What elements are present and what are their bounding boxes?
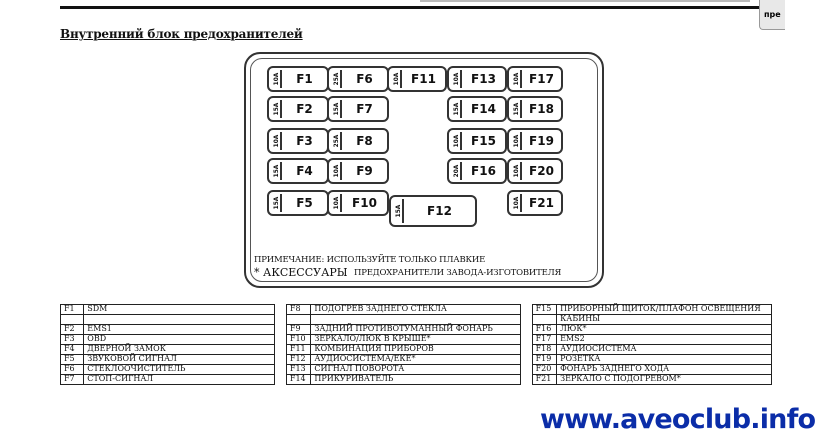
legend-fuse-description: ЗЕРКАЛО С ПОДОГРЕВОМ*: [557, 375, 772, 385]
fuse-rating-text: 25A: [331, 134, 340, 148]
fuse-rating: [511, 100, 522, 118]
legend-gap: [275, 365, 287, 375]
legend-fuse-code: F10: [286, 335, 310, 345]
legend-gap: [521, 375, 533, 385]
fuse-rating: [511, 194, 522, 212]
legend-fuse-code: [61, 315, 84, 325]
fuse-label: F19: [529, 134, 554, 148]
fuse-rating: [511, 70, 522, 88]
legend-fuse-code: F6: [61, 365, 84, 375]
site-watermark: www.aveoclub.info: [540, 404, 815, 435]
fuse-rating: [451, 70, 462, 88]
corner-tab[interactable]: пре: [759, 0, 785, 30]
legend-fuse-description: ЛЮК*: [557, 325, 772, 335]
legend-fuse-description: РОЗЕТКА: [557, 355, 772, 365]
fuse-f19: [507, 128, 563, 154]
fuse-f8: [327, 128, 389, 154]
legend-row: [61, 355, 772, 365]
legend-row: [61, 325, 772, 335]
legend-gap: [275, 375, 287, 385]
fuse-rating-text: 10A: [511, 164, 520, 178]
fuse-rating: [393, 199, 404, 223]
legend-gap: [275, 345, 287, 355]
fuse-rating-text: 10A: [271, 72, 280, 86]
fuse-rating-text: 15A: [271, 164, 280, 178]
fuse-label: F21: [529, 196, 554, 210]
legend-gap: [521, 315, 533, 325]
fuse-rating-text: 10A: [511, 72, 520, 86]
fuse-label: F4: [296, 164, 313, 178]
fuse-label: F11: [411, 72, 436, 86]
legend-fuse-description: ФОНАРЬ ЗАДНЕГО ХОДА: [557, 365, 772, 375]
legend-gap: [521, 365, 533, 375]
fuse-rating: [271, 194, 282, 212]
legend-fuse-description: СТОП-СИГНАЛ: [84, 375, 275, 385]
fuse-label: F16: [471, 164, 496, 178]
legend-fuse-code: F16: [532, 325, 556, 335]
fuse-label: F12: [427, 204, 452, 218]
legend-fuse-description: АУДИОСИСТЕМА: [557, 345, 772, 355]
section-title: Внутренний блок предохранителей: [60, 27, 303, 41]
fuse-label: F2: [296, 102, 313, 116]
legend-fuse-code: F9: [286, 325, 310, 335]
fuse-f4: [267, 158, 329, 184]
accessory-note: ПРЕДОХРАНИТЕЛИ ЗАВОДА-ИЗГОТОВИТЕЛЯ: [354, 268, 562, 278]
fuse-label: F6: [356, 72, 373, 86]
fuse-f10: [327, 190, 389, 216]
legend-fuse-description: SDM: [84, 305, 275, 315]
legend-fuse-description: КОМБИНАЦИЯ ПРИБОРОВ: [311, 345, 521, 355]
legend-fuse-description: ПРИБОРНЫЙ ЩИТОК/ПЛАФОН ОСВЕЩЕНИЯ: [557, 305, 772, 315]
fuse-rating: [331, 70, 342, 88]
fuse-label: F15: [471, 134, 496, 148]
fuse-label: F17: [529, 72, 554, 86]
fuse-rating-text: 10A: [331, 164, 340, 178]
legend-fuse-description: EMS2: [557, 335, 772, 345]
fuse-rating: [271, 132, 282, 150]
legend-fuse-description: ДВЕРНОЙ ЗАМОК: [84, 345, 275, 355]
fuse-rating-text: 10A: [451, 134, 460, 148]
fuse-rating-text: 15A: [271, 102, 280, 116]
fuse-rating: [511, 162, 522, 180]
header-rule: [60, 6, 772, 9]
legend-fuse-code: F18: [532, 345, 556, 355]
legend-fuse-description: ПОДОГРЕВ ЗАДНЕГО СТЕКЛА: [311, 305, 521, 315]
fuse-rating-text: 10A: [391, 72, 400, 86]
fuse-rating: [451, 132, 462, 150]
fuse-f13: [447, 66, 507, 92]
fuse-rating-text: 15A: [451, 102, 460, 116]
fuse-rating-text: 20A: [451, 164, 460, 178]
fuse-f2: [267, 96, 329, 122]
legend-fuse-code: F5: [61, 355, 84, 365]
fuse-label: F13: [471, 72, 496, 86]
fuse-rating-text: 10A: [331, 196, 340, 210]
accessory-label: * АКСЕССУАРЫ: [254, 266, 348, 279]
legend-fuse-code: F13: [286, 365, 310, 375]
fuse-label: F14: [471, 102, 496, 116]
legend-gap: [521, 335, 533, 345]
fuse-rating: [331, 162, 342, 180]
legend-fuse-description: [84, 315, 275, 325]
legend-fuse-description: ЗВУКОВОЙ СИГНАЛ: [84, 355, 275, 365]
fuse-label: F18: [529, 102, 554, 116]
legend-fuse-code: F14: [286, 375, 310, 385]
legend-fuse-description: OBD: [84, 335, 275, 345]
fuse-rating-text: 10A: [271, 134, 280, 148]
fuse-label: F3: [296, 134, 313, 148]
legend-fuse-code: [286, 315, 310, 325]
fuse-f15: [447, 128, 507, 154]
legend-fuse-code: F3: [61, 335, 84, 345]
legend-row: [61, 345, 772, 355]
fuse-f3: [267, 128, 329, 154]
fuse-f5: [267, 190, 329, 216]
fuse-rating-text: 10A: [511, 196, 520, 210]
legend-gap: [275, 305, 287, 315]
legend-fuse-code: F1: [61, 305, 84, 315]
fuse-f11: [387, 66, 447, 92]
fuse-f1: [267, 66, 329, 92]
fuse-label: F9: [356, 164, 373, 178]
fuse-rating: [391, 70, 402, 88]
legend-fuse-code: F19: [532, 355, 556, 365]
legend-fuse-description: ЗАДНИЙ ПРОТИВОТУМАННЫЙ ФОНАРЬ: [311, 325, 521, 335]
legend-row: [61, 335, 772, 345]
legend-fuse-code: [532, 315, 556, 325]
fuse-f16: [447, 158, 507, 184]
fuse-rating: [451, 100, 462, 118]
fuse-f18: [507, 96, 563, 122]
fuse-rating: [271, 100, 282, 118]
header-faint-line: [420, 0, 750, 2]
legend-fuse-code: F8: [286, 305, 310, 315]
fuse-rating-text: 10A: [451, 72, 460, 86]
fuse-rating-text: 10A: [511, 134, 520, 148]
fuse-rating-text: 25A: [331, 72, 340, 86]
fuse-label: F5: [296, 196, 313, 210]
fuse-label: F1: [296, 72, 313, 86]
legend-gap: [275, 315, 287, 325]
legend-fuse-code: F11: [286, 345, 310, 355]
fuse-rating: [331, 194, 342, 212]
fuse-rating: [451, 162, 462, 180]
fuse-legend-table: [60, 304, 772, 385]
fuse-rating-text: 15A: [331, 102, 340, 116]
fuse-rating-text: 15A: [393, 204, 402, 218]
fuse-rating-text: 15A: [511, 102, 520, 116]
legend-gap: [521, 355, 533, 365]
legend-row: [61, 305, 772, 315]
legend-fuse-code: F4: [61, 345, 84, 355]
legend-fuse-code: F15: [532, 305, 556, 315]
fuse-f17: [507, 66, 563, 92]
legend-fuse-description: АУДИОСИСТЕМА/ЕКЕ*: [311, 355, 521, 365]
fuse-rating: [271, 162, 282, 180]
fuse-label: F7: [356, 102, 373, 116]
legend-gap: [521, 345, 533, 355]
legend-fuse-description: СТЕКЛООЧИСТИТЕЛЬ: [84, 365, 275, 375]
legend-gap: [275, 325, 287, 335]
legend-row: [61, 365, 772, 375]
legend-fuse-description: ЗЕРКАЛО/ЛЮК В КРЫШЕ*: [311, 335, 521, 345]
fuse-rating: [331, 132, 342, 150]
legend-fuse-description: [311, 315, 521, 325]
legend-gap: [275, 355, 287, 365]
legend-gap: [521, 305, 533, 315]
fuse-rating: [331, 100, 342, 118]
legend-fuse-code: F7: [61, 375, 84, 385]
fuse-label: F8: [356, 134, 373, 148]
fuse-box-note: ПРИМЕЧАНИЕ: ИСПОЛЬЗУЙТЕ ТОЛЬКО ПЛАВКИЕ: [254, 255, 486, 265]
fuse-rating-text: 15A: [271, 196, 280, 210]
fuse-f6: [327, 66, 389, 92]
legend-row: [61, 315, 772, 325]
fuse-f20: [507, 158, 563, 184]
legend-fuse-code: F17: [532, 335, 556, 345]
fuse-f14: [447, 96, 507, 122]
legend-fuse-code: F20: [532, 365, 556, 375]
fuse-f9: [327, 158, 389, 184]
legend-fuse-description: КАБИНЫ: [557, 315, 772, 325]
legend-fuse-code: F2: [61, 325, 84, 335]
fuse-label: F20: [529, 164, 554, 178]
legend-fuse-code: F21: [532, 375, 556, 385]
legend-gap: [275, 335, 287, 345]
legend-fuse-description: ПРИКУРИВАТЕЛЬ: [311, 375, 521, 385]
legend-gap: [521, 325, 533, 335]
legend-fuse-description: EMS1: [84, 325, 275, 335]
fuse-rating: [271, 70, 282, 88]
legend-fuse-code: F12: [286, 355, 310, 365]
fuse-f12: [389, 195, 477, 227]
fuse-rating: [511, 132, 522, 150]
fuse-label: F10: [352, 196, 377, 210]
legend-fuse-description: СИГНАЛ ПОВОРОТА: [311, 365, 521, 375]
fuse-f21: [507, 190, 563, 216]
fuse-f7: [327, 96, 389, 122]
legend-row: [61, 375, 772, 385]
